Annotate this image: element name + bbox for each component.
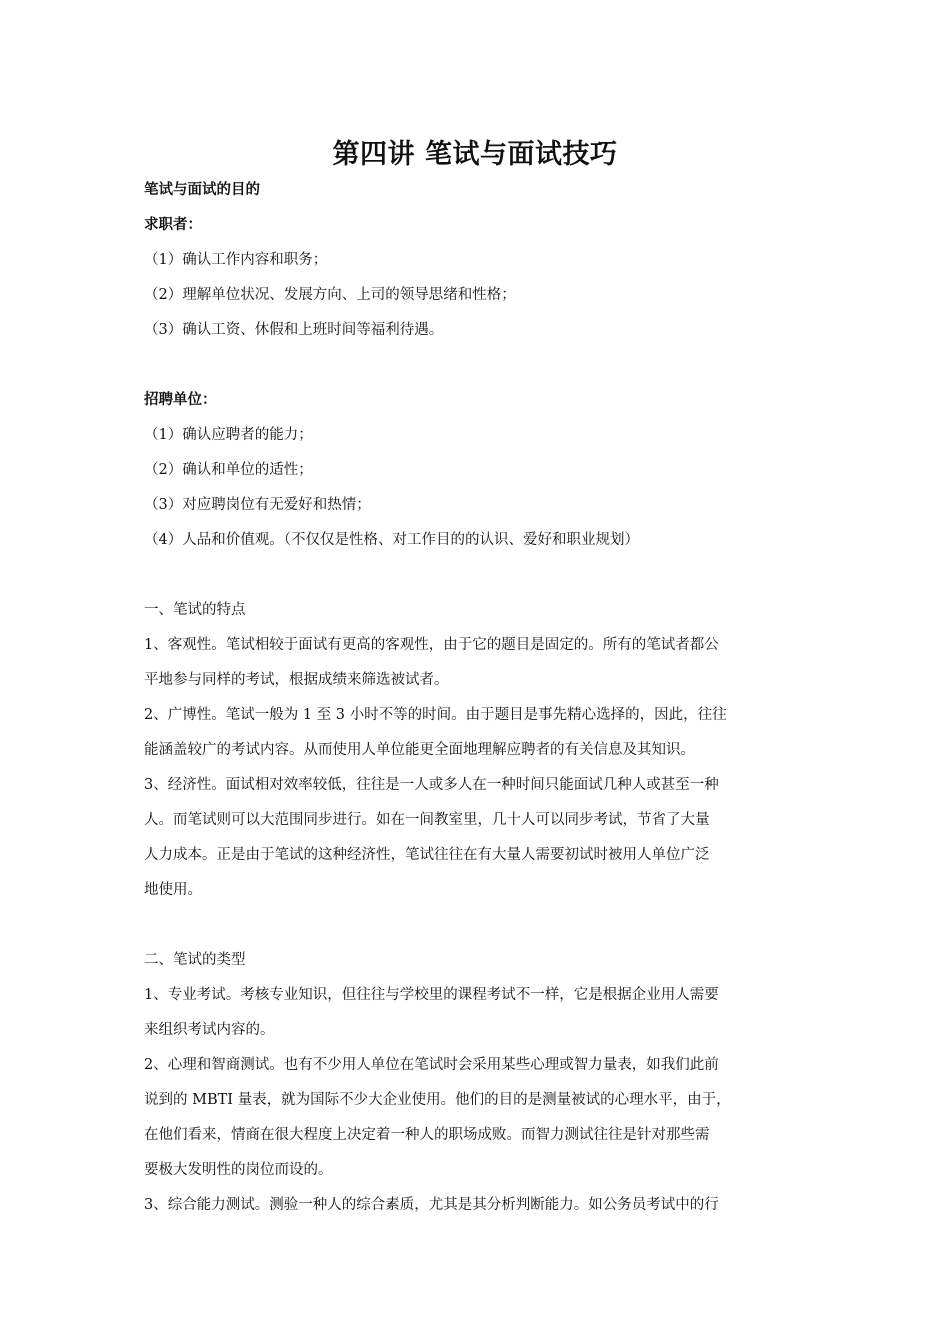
paragraph-line: 在他们看来，情商在很大程度上决定着一种人的职场成败。而智力测试往往是针对那些需 [144,1127,710,1143]
purpose-heading: 笔试与面试的目的 [144,182,260,198]
job-seeker-label: 求职者： [144,217,202,233]
document-body [144,173,812,1223]
paragraph-line: 人力成本。正是由于笔试的这种经济性，笔试往往在有大量人需要初试时被用人单位广泛 [144,847,710,863]
paragraph-line: 2、心理和智商测试。也有不少用人单位在笔试时会采用某些心理或智力量表，如我们此前 [144,1057,719,1073]
page-title: 第四讲 笔试与面试技巧 [332,139,618,170]
section2-heading: 二、笔试的类型 [144,952,246,968]
paragraph-line: 2、广博性。笔试一般为 1 至 3 小时不等的时间。由于题目是事先精心选择的，因此，往往 [144,707,727,723]
list-item: （3）确认工资、休假和上班时间等福利待遇。 [144,322,444,338]
list-item: （4）人品和价值观。（不仅仅是性格、对工作目的的认识、爱好和职业规划） [144,532,639,548]
list-item: （2）理解单位状况、发展方向、上司的领导思绪和性格； [144,287,516,303]
list-item: （1）确认工作内容和职务； [144,252,328,268]
paragraph-line: 地使用。 [144,882,202,898]
blank-line [144,348,812,383]
section1-heading: 一、笔试的特点 [144,602,246,618]
paragraph-line: 说到的 MBTI 量表，就为国际不少大企业使用。他们的目的是测量被试的心理水平，由于， [144,1092,731,1108]
paragraph-line: 能涵盖较广的考试内容。从而使用人单位能更全面地理解应聘者的有关信息及其知识。 [144,742,695,758]
list-item: （3）对应聘岗位有无爱好和热情； [144,497,371,513]
paragraph-line: 来组织考试内容的。 [144,1022,275,1038]
paragraph-line: 3、经济性。面试相对效率较低，往往是一人或多人在一种时间只能面试几种人或甚至一种 [144,777,719,793]
paragraph-line: 1、客观性。笔试相较于面试有更高的客观性，由于它的题目是固定的。所有的笔试者都公 [144,637,719,653]
paragraph-line: 3、综合能力测试。测验一种人的综合素质，尤其是其分析判断能力。如公务员考试中的行 [144,1197,719,1213]
paragraph-line: 平地参与同样的考试，根据成绩来筛选被试者。 [144,672,449,688]
list-item: （1）确认应聘者的能力； [144,427,313,443]
employer-label: 招聘单位： [144,392,217,408]
list-item: （2）确认和单位的适性； [144,462,313,478]
blank-line [144,908,812,943]
paragraph-line: 1、专业考试。考核专业知识，但往往与学校里的课程考试不一样，它是根据企业用人需要 [144,987,719,1003]
paragraph-line: 人。而笔试则可以大范围同步进行。如在一间教室里，几十人可以同步考试，节省了大量 [144,812,710,828]
blank-line [144,558,812,593]
paragraph-line: 要极大发明性的岗位而设的。 [144,1162,333,1178]
